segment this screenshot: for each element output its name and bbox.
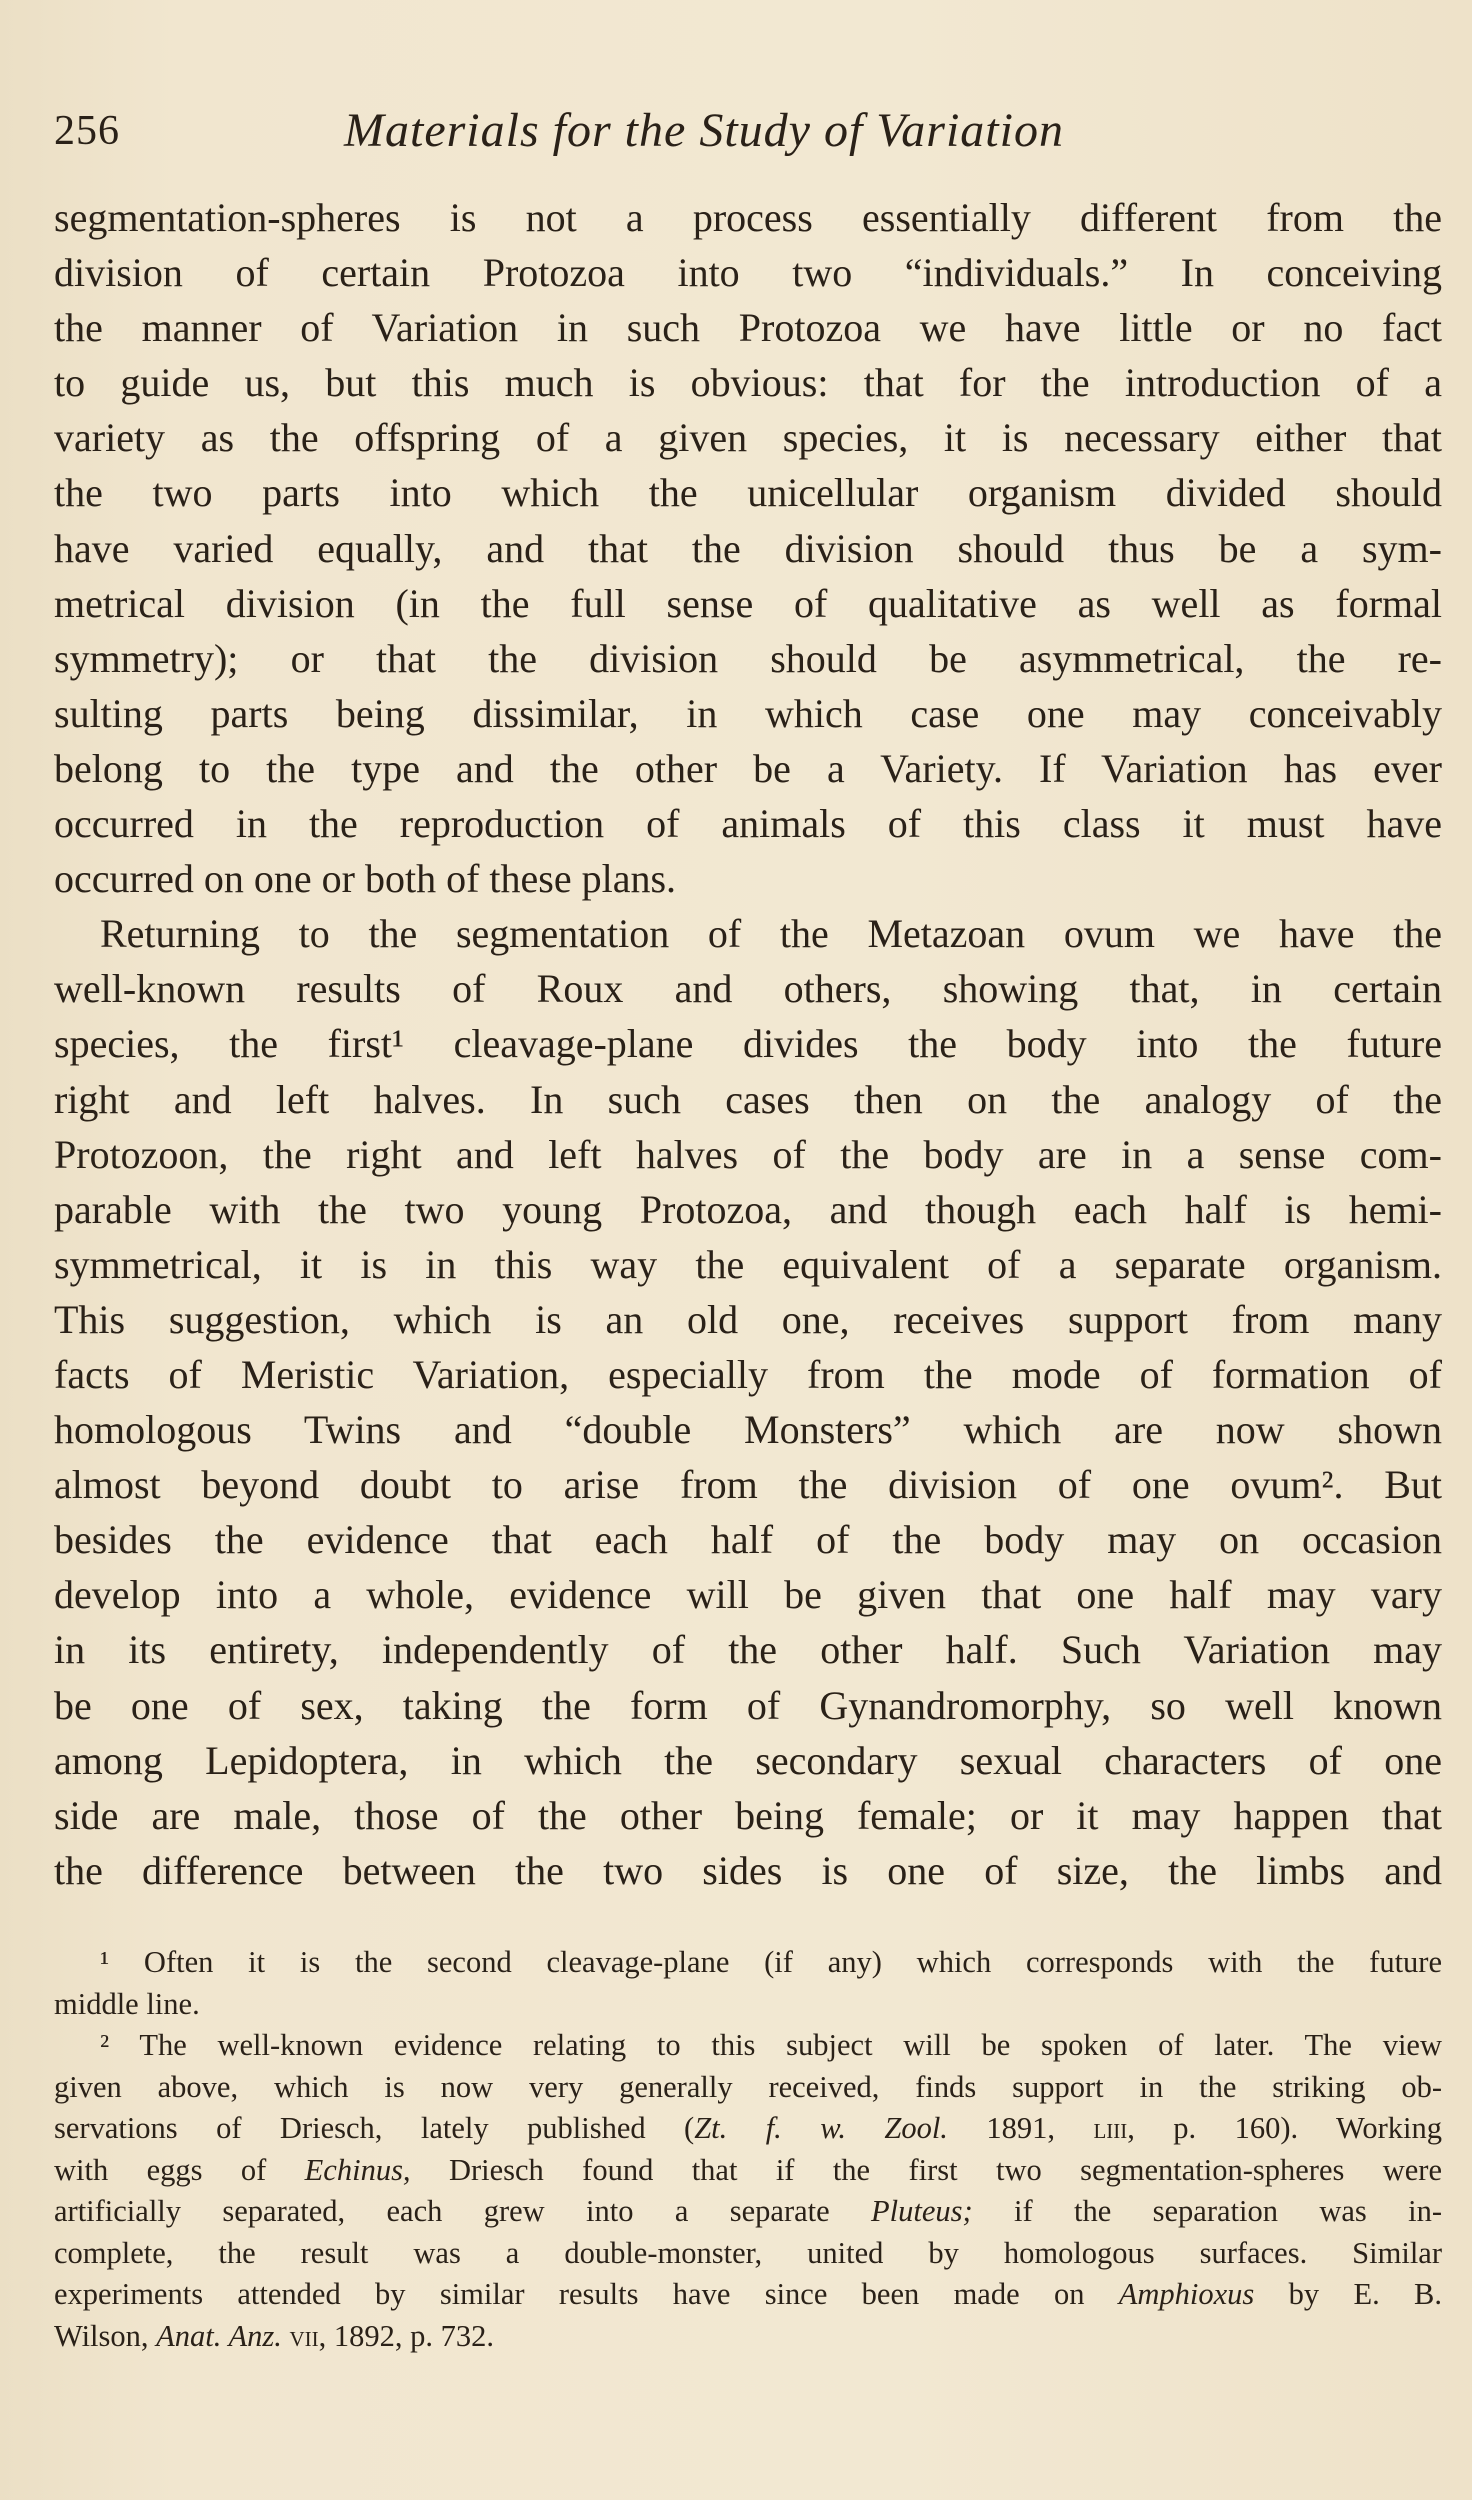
footnote-2-line: [54, 2108, 1442, 2150]
body-line: besides the evidence that each half of the body may on occasion: [54, 1517, 1442, 1563]
footnote-2-line: ² The well-known evidence relating to this subject will be spoken of later. The view: [100, 2028, 1442, 2062]
body-line: develop into a whole, evidence will be given that one half may vary: [54, 1572, 1442, 1618]
footnote-2-line: complete, the result was a double-monster, united by homologous surfaces. Similar: [54, 2235, 1442, 2270]
body-line: belong to the type and the other be a Variety. If Variation has ever: [54, 745, 1442, 791]
body-line: the manner of Variation in such Protozoa we have little or no fact: [54, 305, 1442, 351]
genus-name: Echinus,: [304, 2152, 411, 2187]
body-line: Returning to the segmentation of the Metazoan ovum we have the: [100, 911, 1442, 957]
genus-name: Pluteus;: [871, 2194, 973, 2228]
footnote-2-line: [54, 2274, 1442, 2316]
body-line: species, the first¹ cleavage-plane divides the body into the future: [54, 1021, 1442, 1067]
volume-number: liii: [1093, 2111, 1128, 2145]
running-title: Materials for the Study of Variation: [344, 104, 1064, 157]
footnote-2-line: [54, 2316, 1442, 2358]
footnote-text: experiments attended by similar results have since been made on: [54, 2277, 1119, 2311]
body-line: Protozoon, the right and left halves of the body are in a sense com-: [54, 1131, 1442, 1177]
body-text: [54, 190, 1442, 1898]
body-line: parable with the two young Protozoa, and though each half is hemi-: [54, 1186, 1442, 1232]
footnote-2-line: [54, 2191, 1442, 2233]
footnote-2-line: [54, 2150, 1442, 2192]
body-line: homologous Twins and “double Monsters” which are now shown: [54, 1407, 1442, 1453]
footnote-text: if the separation was in-: [972, 2194, 1442, 2228]
footnote-text: Wilson,: [54, 2318, 157, 2353]
body-line: This suggestion, which is an old one, receives support from many: [54, 1296, 1442, 1342]
body-line: variety as the offspring of a given species, it is necessary either that: [54, 415, 1442, 461]
body-line: side are male, those of the other being female; or it may happen that: [54, 1792, 1442, 1838]
body-line: have varied equally, and that the division should thus be a sym-: [54, 525, 1442, 571]
footnotes: [54, 1942, 1442, 2357]
genus-name: Amphioxus: [1118, 2277, 1255, 2311]
body-line: to guide us, but this much is obvious: that for the introduction of a: [54, 360, 1442, 406]
body-line: segmentation-spheres is not a process essentially different from the: [54, 195, 1442, 240]
footnote-text: 1891,: [947, 2111, 1094, 2145]
volume-number: vii: [289, 2318, 319, 2353]
body-line: almost beyond doubt to arise from the division of one ovum². But: [54, 1462, 1442, 1508]
footnote-text: Driesch found that if the first two segmentation-spheres were: [410, 2152, 1442, 2187]
page-number: 256: [54, 108, 120, 154]
footnote-text: , p. 160). Working: [1127, 2111, 1442, 2145]
footnote-text: servations of Driesch, lately published (: [54, 2111, 695, 2145]
footnote-text: , 1892, p. 732.: [318, 2318, 494, 2353]
body-line: occurred in the reproduction of animals of this class it must have: [54, 801, 1442, 847]
footnote-1-line: middle line.: [54, 1986, 200, 2021]
footnote-2-line: given above, which is now very generally received, finds support in the striking ob-: [54, 2069, 1442, 2104]
body-line: be one of sex, taking the form of Gynandromorphy, so well known: [54, 1682, 1442, 1728]
body-line: among Lepidoptera, in which the secondary sexual characters of one: [54, 1737, 1442, 1783]
body-line: symmetrical, it is in this way the equivalent of a separate organism.: [54, 1241, 1442, 1287]
footnote-text: with eggs of: [54, 2152, 305, 2187]
body-line: occurred on one or both of these plans.: [54, 856, 677, 902]
body-line: sulting parts being dissimilar, in which case one may conceivably: [54, 690, 1442, 736]
body-line: well-known results of Roux and others, showing that, in certain: [54, 966, 1442, 1012]
journal-title: Anat. Anz.: [156, 2318, 282, 2353]
footnote-text: artificially separated, each grew into a separate: [54, 2194, 872, 2228]
page-header: [54, 96, 1444, 166]
body-line: metrical division (in the full sense of qualitative as well as formal: [54, 580, 1442, 626]
body-line: right and left halves. In such cases then on the analogy of the: [54, 1076, 1442, 1122]
footnote-text: by E. B.: [1254, 2277, 1442, 2311]
body-line: facts of Meristic Variation, especially from the mode of formation of: [54, 1351, 1442, 1397]
body-line: in its entirety, independently of the other half. Such Variation may: [54, 1627, 1442, 1673]
footnote-1-line: ¹ Often it is the second cleavage-plane (if any) which corresponds with the future: [100, 1945, 1442, 1979]
body-line: the difference between the two sides is one of size, the limbs and: [54, 1847, 1442, 1893]
body-line: the two parts into which the unicellular organism divided should: [54, 470, 1442, 516]
journal-title: Zt. f. w. Zool.: [694, 2111, 948, 2145]
body-line: division of certain Protozoa into two “individuals.” In conceiving: [54, 250, 1442, 296]
body-line: symmetry); or that the division should be asymmetrical, the re-: [54, 635, 1442, 681]
